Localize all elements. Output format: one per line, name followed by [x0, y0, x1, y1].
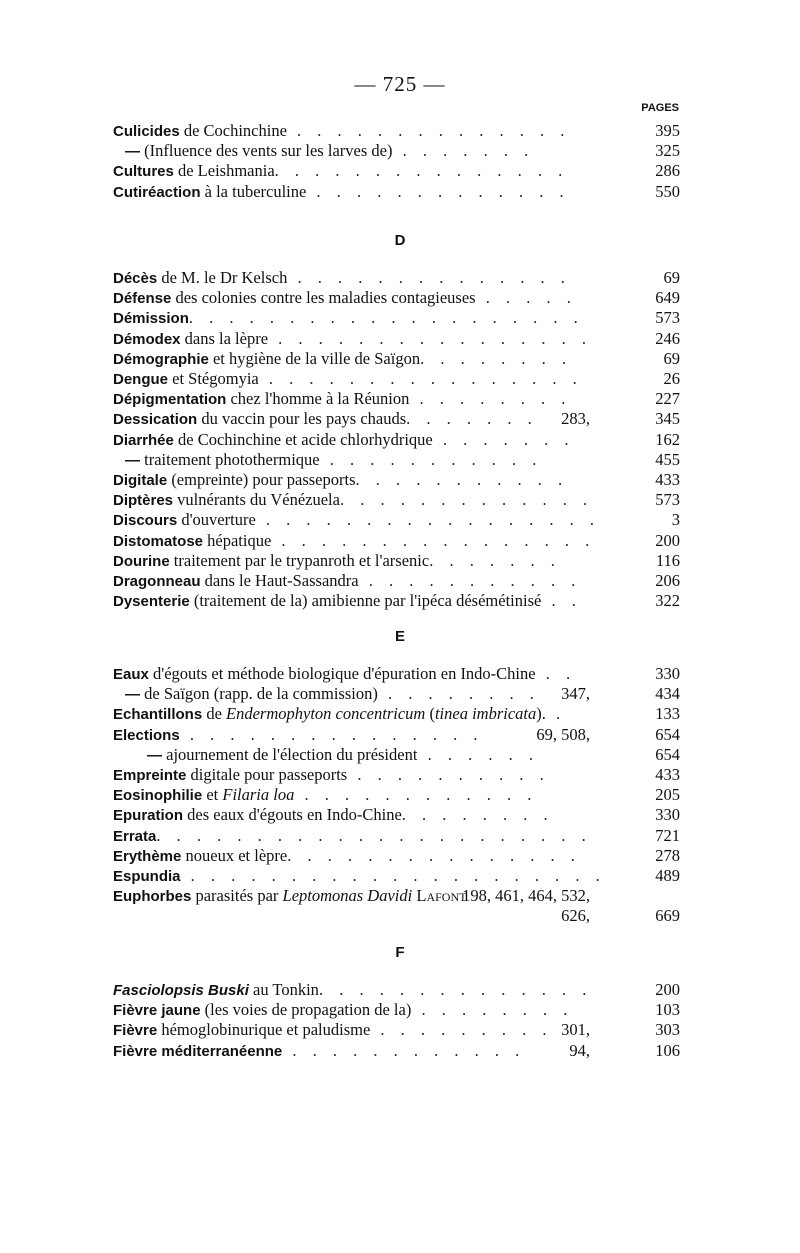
entry-italic: Endermophyton concentricum [226, 704, 426, 724]
entry-term: Fièvre [113, 1022, 158, 1040]
entry-term: Erythème [113, 847, 182, 865]
entry-page: 200 [655, 980, 680, 999]
entry-description: hémoglobinurique et paludisme [157, 1020, 371, 1040]
index-entry [113, 663, 680, 685]
entry-description: et Stégomyia [168, 369, 259, 388]
entry-page: 721 [655, 825, 680, 845]
entry-description: (traitement de la) amibienne par l'ipéca désémétinisé [189, 591, 542, 611]
leader-dots: . . . . . . . . . . . . . . [287, 268, 571, 287]
entry-page: 3 [671, 510, 680, 530]
entry-term: Démission [113, 310, 189, 328]
index-entry [113, 784, 680, 806]
entry-italic: tinea imbricata [434, 704, 537, 724]
leader-dots: . . . . . . . . . . . . . . . [179, 724, 484, 744]
index-entry [113, 570, 680, 592]
entry-extra-pages: 69, 508, [536, 724, 590, 744]
entry-page: 669 [655, 906, 680, 926]
entry-description: de Leishmania [173, 161, 275, 181]
entry-author: Lafont [412, 886, 467, 906]
leader-dots: . . . . . . . . . . . . . . [286, 121, 571, 140]
index-entry [113, 287, 680, 309]
entry-description: de Cochinchine et acide chlorhydrique [173, 429, 433, 449]
entry-description: de Saïgon (rapp. de la commission) [140, 684, 378, 704]
index-entry [113, 550, 680, 572]
index-entry [113, 825, 680, 847]
entry-text [113, 1040, 628, 1063]
index-entry [113, 469, 680, 491]
entry-term: Discours [113, 512, 178, 530]
entry-description: vulnérants du Vénézuela [173, 490, 340, 510]
entry-page: 330 [655, 664, 680, 683]
entry-extra-pages: 347, [561, 684, 590, 704]
entry-term: Cultures [113, 163, 174, 181]
index-entry [113, 590, 680, 612]
entry-page: 322 [655, 591, 680, 611]
index-entry [113, 489, 680, 511]
entry-italic: Leptomonas Davidi [282, 886, 413, 906]
entry-term: — [125, 451, 140, 469]
index-entry [113, 160, 680, 182]
section-letter-e: E [394, 628, 405, 645]
entry-term: Fièvre jaune [113, 1002, 201, 1020]
leader-dots: . . . . . . . . . [370, 1020, 553, 1040]
entry-page: 206 [655, 571, 680, 590]
entry-page: 330 [655, 805, 680, 825]
entry-description: d'égouts et méthode biologique d'épuration en Indo-Chine [148, 664, 536, 683]
leader-dots: . . . . . [475, 288, 577, 308]
entry-description: et hygiène de la ville de Saïgon [208, 348, 421, 368]
pages-column-header: PAGES [641, 102, 679, 114]
entry-page: 200 [655, 530, 680, 550]
leader-dots: . . . . . . . . [377, 684, 540, 704]
index-entry [113, 307, 680, 329]
entry-term: — [147, 746, 162, 764]
index-entry [113, 683, 680, 705]
leader-dots: . . . . . . . . . . . [355, 470, 569, 489]
leader-dots: . . . . . . . . [409, 389, 572, 409]
leader-dots: . . . . . . . [432, 429, 575, 449]
entry-description: dans le Haut-Sassandra [200, 571, 359, 590]
index-entry [113, 368, 680, 390]
leader-dots: . . . . . . . . . . . . . . . [287, 845, 581, 865]
entry-extra-pages: 94, [569, 1040, 590, 1060]
entry-page: 116 [655, 550, 680, 570]
entry-term: Dragonneau [113, 573, 201, 590]
index-entry [113, 328, 680, 350]
entry-term: Distomatose [113, 532, 204, 550]
leader-dots: . . . . . . . . . . . . [282, 1040, 526, 1060]
entry-extra-pages: 198, 461, 464, 532, [462, 886, 590, 906]
entry-term: Dourine [113, 552, 170, 570]
leader-dots: . [545, 704, 567, 724]
index-entry [113, 865, 680, 887]
entry-page: 69 [663, 268, 680, 287]
entry-description: du vaccin pour les pays chauds [197, 409, 407, 429]
leader-dots: . . . . . . . . . . . . [294, 785, 538, 805]
index-entry [113, 140, 680, 162]
leader-dots: . . . . . . . [392, 141, 535, 161]
entry-term: Dengue [113, 371, 169, 388]
index-entry [113, 530, 680, 552]
index-entry [113, 905, 680, 927]
entry-text [113, 181, 628, 204]
entry-term: — [125, 143, 140, 161]
entry-page: 433 [655, 470, 680, 489]
entry-page: 133 [655, 704, 680, 724]
entry-page: 455 [655, 449, 680, 469]
entry-term-italic: Fasciolopsis Buski [113, 982, 249, 999]
entry-page: 550 [655, 181, 680, 201]
leader-dots: . . [535, 664, 577, 683]
index-entry [113, 845, 680, 867]
entry-term: Echantillons [113, 706, 203, 724]
entry-description: au Tonkin [248, 980, 319, 999]
leader-dots: . . . . . . . . . . . [319, 449, 543, 469]
index-entry [113, 999, 680, 1021]
index-entry [113, 388, 680, 410]
leader-dots: . . . . . . . . . . . . . . . . . . . . . [180, 866, 606, 885]
entry-page: 489 [655, 866, 680, 885]
leader-dots: . . . . . . . . [401, 805, 554, 825]
leader-dots: . . . . . . . . . . . [358, 571, 582, 590]
entry-description: ( [425, 704, 435, 724]
entry-page: 573 [655, 308, 680, 328]
entry-page: 162 [655, 429, 680, 449]
entry-page: 286 [655, 161, 680, 181]
entry-term: Empreinte [113, 767, 187, 784]
index-entry [113, 509, 680, 531]
entry-page: 654 [655, 744, 680, 764]
leader-dots: . . . . . . . . . . . . . [339, 490, 594, 510]
entry-term: Eaux [113, 666, 149, 683]
entry-description: à la tuberculine [200, 181, 307, 201]
entry-description: traitement photothermique [140, 449, 320, 469]
entry-page: 205 [655, 785, 680, 805]
entry-page: 69 [663, 348, 680, 368]
leader-dots: . . . . . . . . [420, 348, 572, 368]
entry-page: 654 [655, 724, 680, 744]
leader-dots: . . . . . . . . . . . . . . [318, 980, 593, 999]
entry-term: Eosinophilie [113, 787, 203, 805]
leader-dots: . . . . . . . . . . . . . . . . [258, 369, 583, 388]
entry-description: noueux et lèpre [181, 845, 288, 865]
entry-term: Dépigmentation [113, 391, 227, 409]
entry-term: Dessication [113, 411, 198, 429]
leader-dots: . . . . . . . [429, 550, 561, 570]
entry-text [113, 590, 628, 613]
index-entry [113, 429, 680, 451]
index-entry [113, 1040, 680, 1062]
index-entry [113, 1019, 680, 1041]
page-number: — 725 — [354, 72, 446, 96]
leader-dots: . . . . . . [417, 744, 539, 764]
entry-description: de Cochinchine [179, 121, 287, 140]
entry-description: digitale pour passeports [186, 765, 348, 784]
index-entry [113, 449, 680, 471]
entry-description: d'ouverture [177, 510, 256, 530]
entry-term: Espundia [113, 868, 181, 885]
index-entry [113, 979, 680, 1001]
entry-page: 345 [655, 409, 680, 429]
entry-term: Diarrhée [113, 431, 174, 449]
index-entry [113, 724, 680, 746]
entry-page: 573 [655, 490, 680, 510]
entry-description: de [202, 704, 227, 724]
entry-description: traitement par le trypanroth et l'arsenic [169, 550, 430, 570]
entry-description: ajournement de l'élection du président [162, 744, 418, 764]
entry-description: des colonies contre les maladies contagieuses [171, 288, 476, 308]
leader-dots: . . . . . . . . . . . . . . . [274, 161, 569, 181]
entry-term: Errata [113, 827, 157, 845]
entry-description: des eaux d'égouts en Indo-Chine [183, 805, 402, 825]
leader-dots: . . . . . . . . . . . . . [306, 181, 570, 201]
index-entry [113, 348, 680, 370]
entry-page: 278 [655, 845, 680, 865]
entry-description: et [202, 785, 223, 805]
leader-dots: . . . . . . . . . . . . . . . . . . . . . . [156, 825, 592, 845]
leader-dots: . . . . . . . . . . [347, 765, 550, 784]
entry-page: 26 [663, 369, 680, 388]
index-entry [113, 764, 680, 786]
entry-term: Diptères [113, 492, 174, 510]
entry-description: (les voies de propagation de la) [200, 1000, 412, 1020]
entry-term: Démographie [113, 350, 209, 368]
index-entry [113, 181, 680, 203]
entry-page: 106 [655, 1040, 680, 1060]
section-letter-d: D [394, 232, 406, 249]
entry-page: 433 [655, 765, 680, 784]
index-entry [113, 267, 680, 289]
entry-description: (Influence des vents sur les larves de) [140, 141, 393, 161]
entry-page: 303 [655, 1020, 680, 1040]
index-entry [113, 744, 680, 766]
entry-term: Elections [113, 726, 180, 744]
entry-description: ). [536, 704, 546, 724]
leader-dots: . . . . . . . . . . . . . . . . . [255, 510, 601, 530]
entry-term: Dysenterie [113, 593, 190, 611]
index-entry [113, 408, 680, 430]
entry-description: (empreinte) pour passeports [167, 470, 356, 489]
entry-page: 227 [655, 389, 680, 409]
entry-extra-pages: 283, [561, 409, 590, 429]
entry-term: Cutiréaction [113, 183, 201, 201]
entry-term: Décès [113, 270, 158, 287]
entry-description: chez l'homme à la Réunion [226, 389, 410, 409]
entry-page: 103 [655, 1000, 680, 1020]
section-letter-f: F [395, 944, 405, 961]
entry-term: Euphorbes [113, 888, 192, 906]
entry-page: 434 [655, 684, 680, 704]
entry-term: Démodex [113, 330, 181, 348]
index-entry [113, 703, 680, 725]
entry-extra-pages: 301, [561, 1020, 590, 1040]
entry-description: de M. le Dr Kelsch [157, 268, 288, 287]
entry-page: 246 [655, 328, 680, 348]
leader-dots: . . [541, 591, 582, 611]
entry-term: Epuration [113, 807, 183, 825]
entry-description: dans la lèpre [180, 328, 269, 348]
leader-dots: . . . . . . . . . . . . . . . . [268, 328, 593, 348]
index-entry [113, 804, 680, 826]
index-entry [113, 120, 680, 142]
entry-page: 649 [655, 288, 680, 308]
leader-dots: . . . . . . . [406, 409, 538, 429]
entry-term: Fièvre méditerranéenne [113, 1042, 283, 1060]
leader-dots: . . . . . . . . . . . . . . . . . . . . [188, 308, 584, 328]
entry-page: 395 [655, 121, 680, 140]
entry-term: Digitale [113, 472, 168, 489]
entry-term: Culicides [113, 123, 180, 140]
entry-description: parasités par [191, 886, 283, 906]
entry-italic: Filaria loa [222, 785, 295, 805]
entry-term: — [125, 686, 140, 704]
index-entry [113, 885, 680, 907]
entry-term: Défense [113, 290, 172, 308]
leader-dots: . . . . . . . . [411, 1000, 574, 1020]
leader-dots: . . . . . . . . . . . . . . . . [271, 530, 596, 550]
entry-page: 325 [655, 141, 680, 161]
entry-description: hépatique [203, 530, 272, 550]
entry-extra-pages: 626, [561, 906, 590, 926]
